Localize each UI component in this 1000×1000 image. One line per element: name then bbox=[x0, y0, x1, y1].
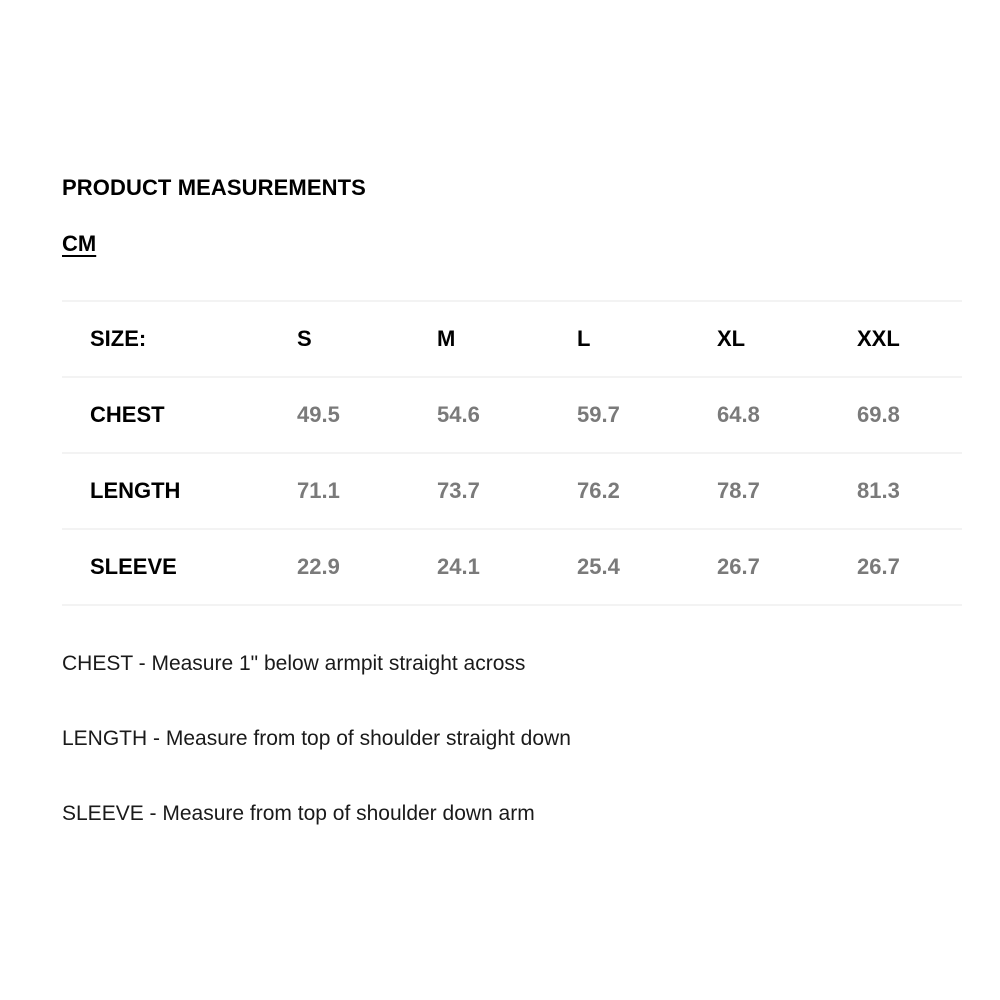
table-cell: 76.2 bbox=[577, 478, 620, 503]
size-header-label: SIZE: bbox=[90, 326, 147, 351]
table-cell: 24.1 bbox=[437, 554, 480, 579]
table-cell: 78.7 bbox=[717, 478, 760, 503]
unit-toggle-link[interactable]: CM bbox=[62, 231, 97, 256]
size-column-header: L bbox=[577, 326, 591, 351]
note-chest: CHEST - Measure 1" below armpit straight across bbox=[62, 652, 526, 675]
measurement-notes bbox=[62, 648, 571, 873]
table-cell: 81.3 bbox=[857, 478, 900, 503]
table-cell: 64.8 bbox=[717, 402, 760, 427]
table-cell: 69.8 bbox=[857, 402, 900, 427]
table-row bbox=[62, 377, 962, 453]
size-column-header: XL bbox=[717, 326, 746, 351]
row-label-sleeve: SLEEVE bbox=[90, 554, 177, 579]
measurements-table bbox=[62, 300, 962, 606]
row-label-chest: CHEST bbox=[90, 402, 165, 427]
table-row bbox=[62, 453, 962, 529]
table-cell: 49.5 bbox=[297, 402, 340, 427]
table-cell: 71.1 bbox=[297, 478, 340, 503]
table-cell: 59.7 bbox=[577, 402, 620, 427]
page-title: PRODUCT MEASUREMENTS bbox=[62, 175, 366, 200]
table-cell: 22.9 bbox=[297, 554, 340, 579]
note-sleeve: SLEEVE - Measure from top of shoulder down arm bbox=[62, 802, 535, 825]
table-cell: 26.7 bbox=[857, 554, 900, 579]
table-cell: 73.7 bbox=[437, 478, 480, 503]
row-label-length: LENGTH bbox=[90, 478, 181, 503]
table-cell: 54.6 bbox=[437, 402, 480, 427]
size-column-header: XXL bbox=[857, 326, 900, 351]
note-length: LENGTH - Measure from top of shoulder straight down bbox=[62, 727, 571, 750]
size-column-header: S bbox=[297, 326, 312, 351]
table-cell: 26.7 bbox=[717, 554, 760, 579]
table-header-row bbox=[62, 301, 962, 377]
table-cell: 25.4 bbox=[577, 554, 620, 579]
size-column-header: M bbox=[437, 326, 456, 351]
table-row bbox=[62, 529, 962, 605]
